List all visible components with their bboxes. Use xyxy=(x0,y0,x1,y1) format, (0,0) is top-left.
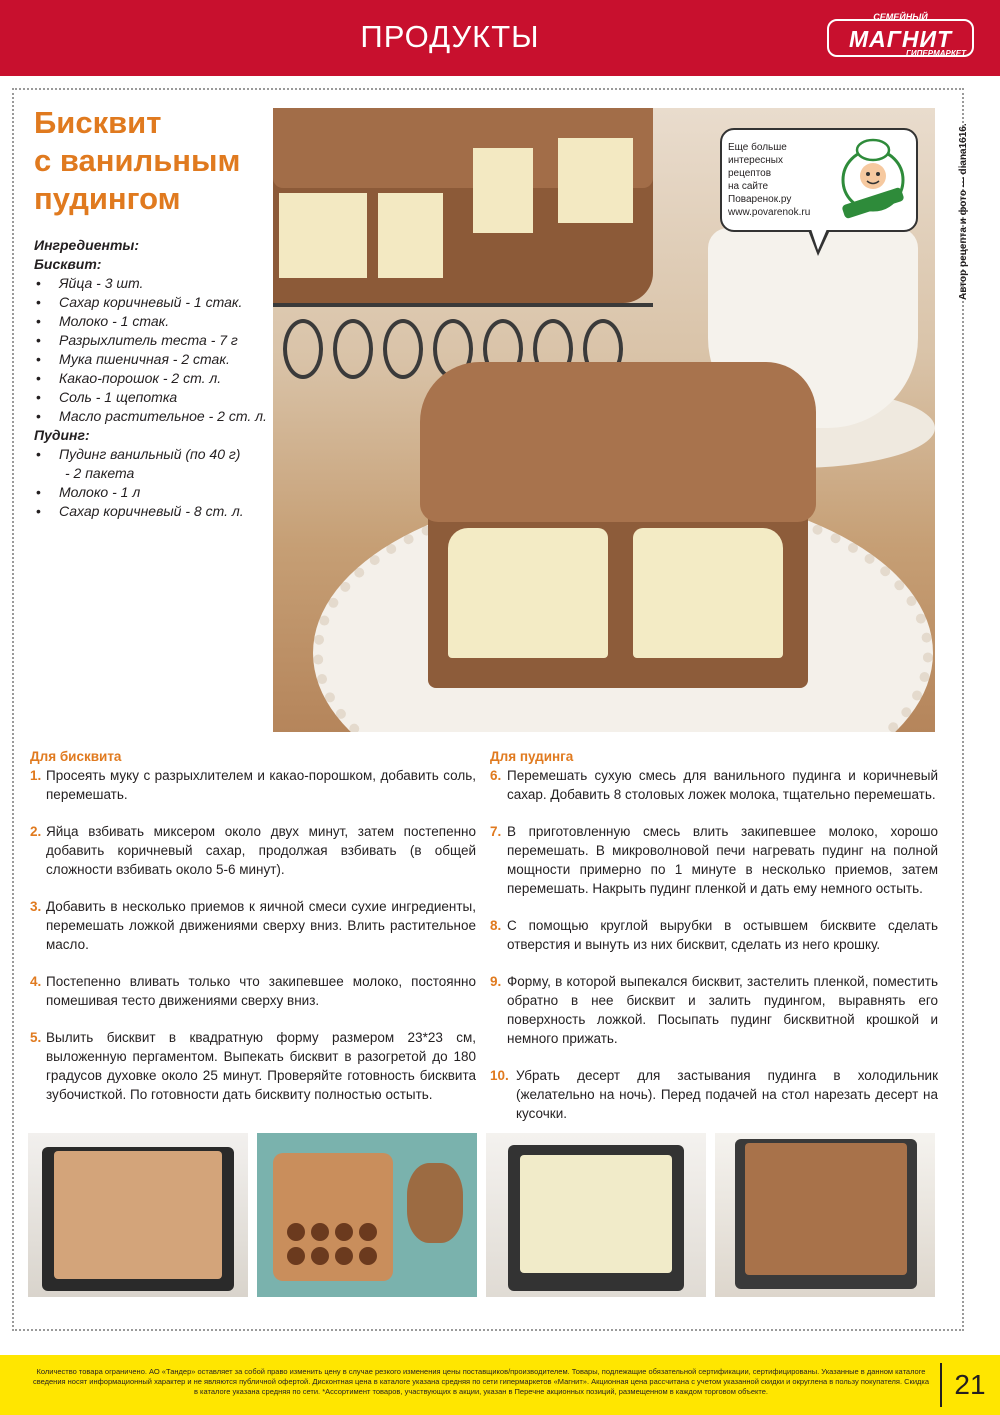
step-item xyxy=(30,822,476,879)
back-cake-image xyxy=(273,108,653,303)
step-number: 7. xyxy=(490,824,502,839)
page-number: 21 xyxy=(954,1369,986,1400)
logo-top-text: СЕМЕЙНЫЙ xyxy=(873,12,928,22)
title-line: Бисквит xyxy=(34,105,162,140)
ingredient-item: • Масло растительное - 2 ст. л. xyxy=(34,407,272,426)
step-text: Добавить в несколько приемов к яичной смеси сухие ингредиенты, перемешать ложкой движениями сверху вниз. Влить растительное масло. xyxy=(46,899,476,952)
ingredient-item: • Яйца - 3 шт. xyxy=(34,274,272,293)
step-text: С помощью круглой вырубки в остывшем бисквите сделать отверстия и вынуть из них бисквит, сделать из него крошку. xyxy=(507,918,938,952)
step-number: 4. xyxy=(30,974,42,989)
ingredient-item: • Молоко - 1 стак. xyxy=(34,312,272,331)
bubble-text xyxy=(728,141,826,219)
step-number: 8. xyxy=(490,918,502,933)
photo-credit xyxy=(946,110,969,300)
step-photo-baked-biscuit xyxy=(28,1133,248,1297)
ingredient-item: • Соль - 1 щепотка xyxy=(34,388,272,407)
step-item xyxy=(490,822,938,898)
step-item xyxy=(490,916,938,954)
step-text: Яйца взбивать миксером около двух минут, затем постепенно добавить коричневый сахар, продолжая взбивать (в общей сложности взбивать около 5-6 минут). xyxy=(46,824,476,877)
logo-bottom-text: ГИПЕРМАРКЕТ xyxy=(905,49,966,58)
step-number: 1. xyxy=(30,768,42,783)
ingredients-block xyxy=(34,236,272,521)
ingredient-item: • Сахар коричневый - 8 ст. л. xyxy=(34,502,272,521)
step-item xyxy=(30,897,476,954)
step-text: Убрать десерт для застывания пудинга в холодильник (желательно на ночь). Перед подачей на стол нарезать десерт на кусочки. xyxy=(516,1068,938,1121)
step-item xyxy=(30,766,476,804)
pudding-ingredient-list xyxy=(34,445,272,521)
bubble-line: интересных рецептов xyxy=(728,155,783,179)
step-number: 6. xyxy=(490,768,502,783)
step-photo-pudding-filled xyxy=(486,1133,706,1297)
bubble-line: на сайте Поваренок.ру xyxy=(728,181,792,205)
page-header xyxy=(0,0,1000,76)
magnit-logo xyxy=(827,12,974,58)
step-text: Постепенно вливать только что закипевшее молоко, постоянно помешивая тесто движениями сверху вниз. xyxy=(46,974,476,1008)
biscuit-heading: Бисквит: xyxy=(34,256,102,272)
ingredients-heading: Ингредиенты: xyxy=(34,237,140,253)
pudding-steps xyxy=(490,748,938,1123)
step-text: Форму, в которой выпекался бисквит, застелить пленкой, поместить обратно в нее бисквит и залить пудингом, выравнять его поверхность ложкой. Посыпать пудинг бисквитной крошкой и немного прижать. xyxy=(507,974,938,1046)
step-item xyxy=(490,766,938,804)
step-text: Вылить бисквит в квадратную форму размером 23*23 см, выложенную пергаментом. Выпекать бисквит в разогретой до 180 градусов духовке около 25 минут. Проверяйте готовность бисквита зубочисткой. По готовности дать бисквиту полностью остыть. xyxy=(46,1030,476,1102)
recipe-title xyxy=(34,104,266,218)
ingredient-item xyxy=(34,445,272,483)
step-item xyxy=(30,1028,476,1104)
section-title: ПРОДУКТЫ xyxy=(360,19,540,54)
step-text: Перемешать сухую смесь для ванильного пудинга и коричневый сахар. Добавить 8 столовых ложек молока, тщательно перемешать. xyxy=(507,768,938,802)
step-item xyxy=(490,972,938,1048)
pudding-heading: Пудинг: xyxy=(34,427,90,443)
step-number: 3. xyxy=(30,899,42,914)
ingredient-item: • Какао-порошок - 2 ст. л. xyxy=(34,369,272,388)
step-photo-crumb-topping xyxy=(715,1133,935,1297)
ingredient-item: • Разрыхлитель теста - 7 г xyxy=(34,331,272,350)
logo-main-text: МАГНИТ xyxy=(848,26,953,52)
cake-slice-image xyxy=(428,368,808,688)
page-footer xyxy=(0,1355,1000,1415)
title-line: с ванильным xyxy=(34,143,241,178)
biscuit-steps xyxy=(30,748,476,1104)
ingredient-text: Пудинг ванильный (по 40 г) xyxy=(59,446,241,462)
ingredient-item: • Мука пшеничная - 2 стак. xyxy=(34,350,272,369)
ingredient-continuation: - 2 пакета xyxy=(65,465,135,481)
pudding-steps-heading: Для пудинга xyxy=(490,749,574,764)
povarenok-logo-icon xyxy=(832,136,914,226)
bubble-url[interactable]: www.povarenok.ru xyxy=(728,207,811,218)
step-number: 9. xyxy=(490,974,502,989)
step-item xyxy=(490,1066,938,1123)
title-line: пудингом xyxy=(34,181,181,216)
step-number: 5. xyxy=(30,1030,42,1045)
step-number: 10. xyxy=(490,1068,509,1083)
step-text: Просеять муку с разрыхлителем и какао-порошком, добавить соль, перемешать. xyxy=(46,768,476,802)
bubble-line: Еще больше xyxy=(728,142,787,153)
step-photo-cut-holes xyxy=(257,1133,477,1297)
biscuit-ingredient-list xyxy=(34,274,272,426)
biscuit-steps-heading: Для бисквита xyxy=(30,749,122,764)
legal-disclaimer: Количество товара ограничено. АО «Тандер» оставляет за собой право изменить цену в случае резкого изменения цены поставщиков/производителем. Товары, подлежащие обязательной сертификации, сертифицированы. Указанные в данном каталоге сведения носят информационный характер и не являются публичной офертой. Дисконтная цена в каталоге указана средняя по сети гипермаркетов «Магнит». Акционная цена рассчитана с учетом указанной скидки и округлена в пользу покупателя. Скидка в каталоге указана средняя по сети. *Ассортимент товаров, участвующих в акции, указан в Перечне акционных позиций, размещенном в каждом торговом объекте. xyxy=(32,1367,930,1396)
step-item xyxy=(30,972,476,1010)
credit-text: Автор рецепта и фото — diana1616. xyxy=(958,123,969,300)
povarenok-bubble xyxy=(720,128,918,232)
step-number: 2. xyxy=(30,824,42,839)
footer-divider xyxy=(940,1363,942,1407)
ingredient-item: • Молоко - 1 л xyxy=(34,483,272,502)
step-text: В приготовленную смесь влить закипевшее молоко, хорошо перемешать. В микроволновой печи нагревать пудинг на полной мощности примерно по 1 минуте в несколько приемов, затем перемешать. Накрыть пудинг пленкой и дать ему немного остыть. xyxy=(507,824,938,896)
ingredient-item: • Сахар коричневый - 1 стак. xyxy=(34,293,272,312)
